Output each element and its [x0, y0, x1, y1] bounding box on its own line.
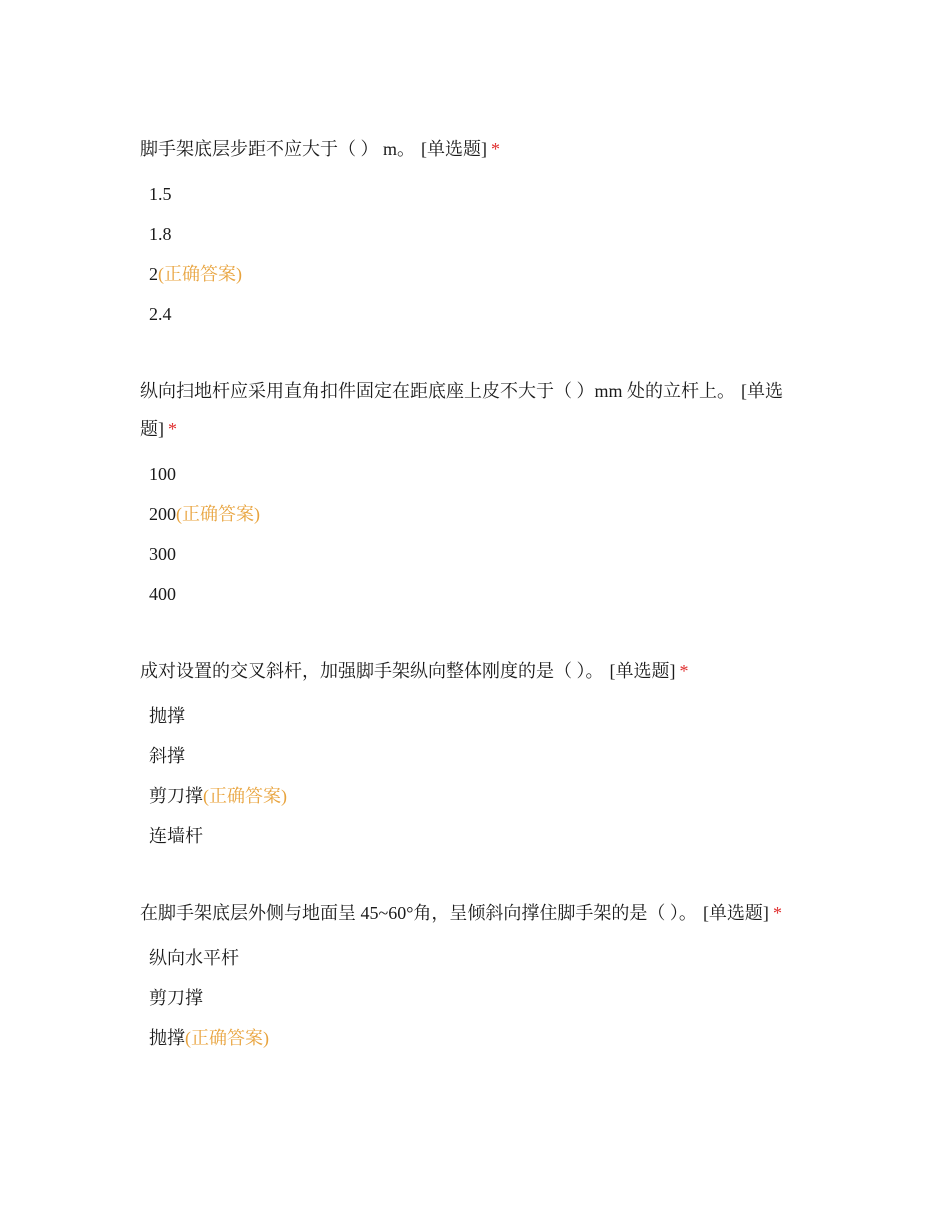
question-3: [140, 652, 810, 856]
required-mark: *: [679, 661, 689, 681]
option-label: 抛撑: [149, 706, 185, 726]
question-4: [140, 894, 810, 1058]
option-item: [140, 978, 810, 1018]
option-label: 抛撑: [149, 1028, 185, 1048]
question-text: [140, 130, 810, 168]
option-item: [140, 254, 810, 294]
option-list: [140, 174, 810, 334]
option-list: [140, 454, 810, 614]
question-text: [140, 894, 810, 932]
option-item: [140, 174, 810, 214]
correct-answer-note: (正确答案): [185, 1028, 269, 1048]
option-item: [140, 1018, 810, 1058]
question-type-label: [单选题]: [702, 903, 769, 923]
required-mark: *: [168, 419, 177, 439]
option-label: 300: [149, 544, 176, 564]
question-text: [140, 652, 810, 690]
option-item: [140, 494, 810, 534]
option-label: 200: [149, 504, 176, 524]
option-label: 纵向水平杆: [149, 948, 239, 968]
option-item: [140, 816, 810, 856]
option-item: [140, 776, 810, 816]
option-label: 1.8: [149, 224, 172, 244]
option-item: [140, 534, 810, 574]
option-item: [140, 696, 810, 736]
option-label: 1.5: [149, 184, 172, 204]
question-type-label: [单选题]: [140, 381, 783, 439]
option-label: 2.4: [149, 304, 172, 324]
option-item: [140, 454, 810, 494]
option-label: 剪刀撑: [149, 786, 203, 806]
correct-answer-note: (正确答案): [158, 264, 242, 284]
question-stem: 脚手架底层步距不应大于（ ） m。: [140, 139, 415, 159]
option-item: [140, 214, 810, 254]
option-label: 400: [149, 584, 176, 604]
option-list: [140, 938, 810, 1058]
required-mark: *: [772, 903, 782, 923]
option-label: 剪刀撑: [149, 988, 203, 1008]
question-stem: 在脚手架底层外侧与地面呈 45~60°角，呈倾斜向撑住脚手架的是（ ）。: [140, 903, 697, 923]
option-item: [140, 574, 810, 614]
question-2: [140, 372, 810, 614]
question-1: [140, 130, 810, 334]
option-label: 连墙杆: [149, 826, 203, 846]
option-list: [140, 696, 810, 856]
option-item: [140, 294, 810, 334]
correct-answer-note: (正确答案): [176, 504, 260, 524]
question-text: [140, 372, 810, 448]
option-label: 2: [149, 264, 158, 284]
question-type-label: [单选题]: [421, 139, 487, 159]
option-label: 100: [149, 464, 176, 484]
option-item: [140, 938, 810, 978]
option-item: [140, 736, 810, 776]
question-stem: 纵向扫地杆应采用直角扣件固定在距底座上皮不大于（ ）mm 处的立杆上。: [140, 381, 735, 401]
option-label: 斜撑: [149, 746, 185, 766]
question-stem: 成对设置的交叉斜杆，加强脚手架纵向整体刚度的是（ ）。: [140, 661, 604, 681]
required-mark: *: [491, 139, 500, 159]
question-type-label: [单选题]: [609, 661, 676, 681]
correct-answer-note: (正确答案): [203, 786, 287, 806]
